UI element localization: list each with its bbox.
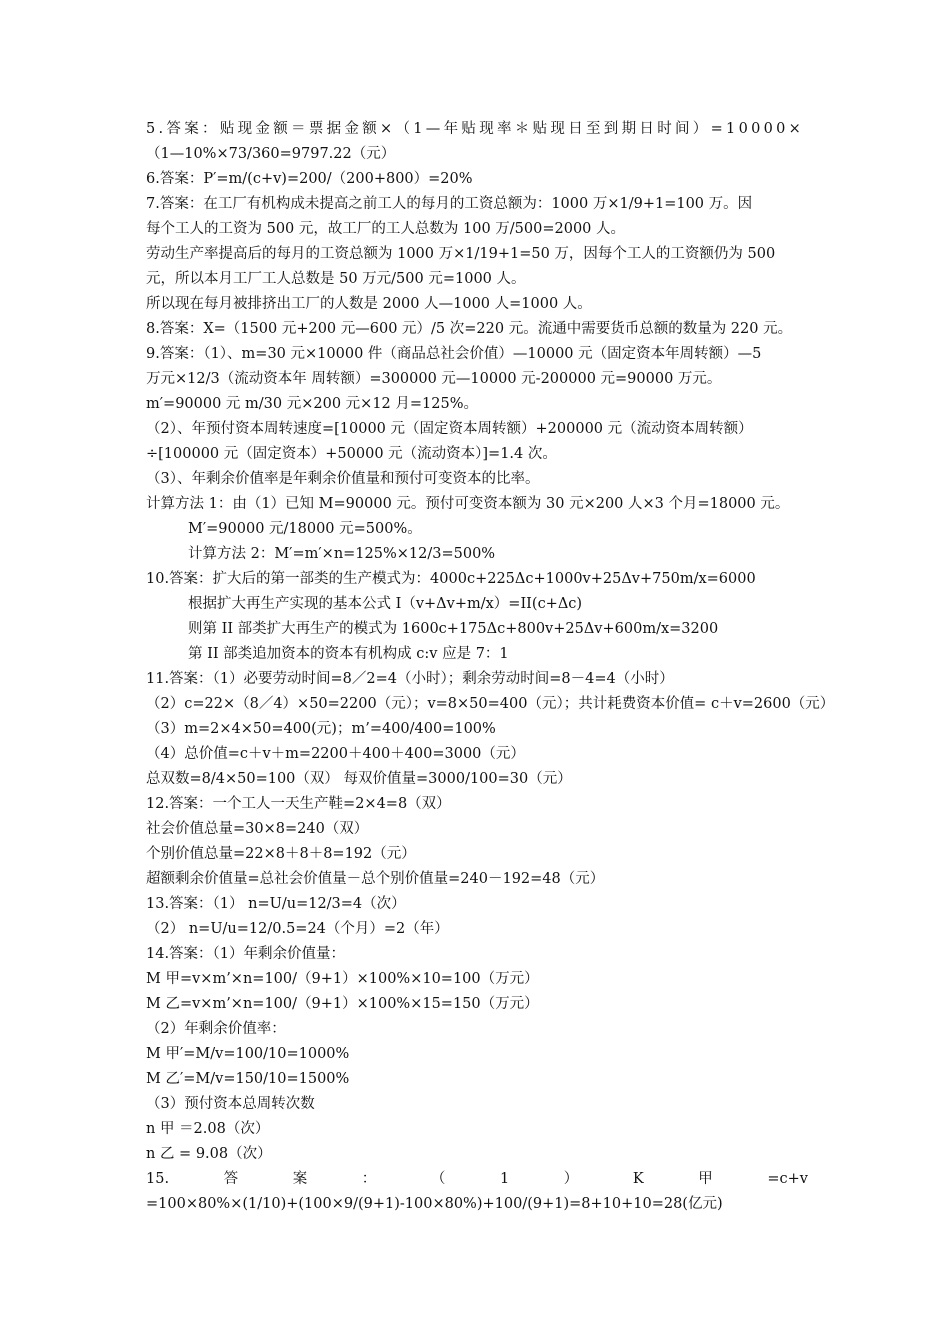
answer-6: 6.答案：P′=m/(c+v)=200/（200+800）=20%: [146, 171, 473, 187]
answer-14-line-9: n 乙 = 9.08（次）: [146, 1146, 272, 1162]
answer-15-token: 1: [499, 1171, 510, 1187]
answer-9-line-9: 计算方法 2：M′=m′×n=125%×12/3=500%: [188, 546, 496, 562]
answer-9-line-2: 万元×12/3（流动资本年 周转额）=300000 元—10000 元-200000 元=90000 万元。: [146, 371, 722, 387]
answer-9-line-1: 9.答案：（1）、m=30 元×10000 件（商品总社会价值）—10000 元（固定资本年周转额）—5: [146, 346, 762, 362]
answer-7-line-1: 7.答案：在工厂有机构成未提高之前工人的每月的工资总额为：1000 万×1/9+1=100 万。因: [146, 196, 753, 212]
answer-12-line-4: 超额剩余价值量=总社会价值量－总个别价值量=240－192=48（元）: [146, 871, 605, 887]
answer-11-line-4: （4）总价值=c＋v＋m=2200＋400＋400=3000（元）: [146, 746, 525, 762]
answer-15-line-1: [146, 1167, 808, 1192]
answer-15-token: 案: [292, 1171, 308, 1187]
answer-11-line-1: 11.答案：（1）必要劳动时间=8／2=4（小时）；剩余劳动时间=8－4=4（小时）: [146, 671, 674, 687]
answer-14-line-6: M 乙′=M/v=150/10=1500%: [146, 1071, 350, 1087]
answer-7-line-2: 每个工人的工资为 500 元，故工厂的工人总数为 100 万/500=2000 人。: [146, 221, 626, 237]
answer-text-block: [146, 117, 835, 1217]
answer-14-line-7: （3）预付资本总周转次数: [146, 1096, 315, 1112]
answer-7-line-4: 元，所以本月工厂工人总数是 50 万元/500 元=1000 人。: [146, 271, 526, 287]
answer-9-line-8: M′=90000 元/18000 元=500%。: [188, 521, 422, 537]
answer-12-line-3: 个别价值总量=22×8＋8＋8=192（元）: [146, 846, 416, 862]
answer-14-line-3: M 乙=v×m’×n=100/（9+1）×100%×15=150（万元）: [146, 996, 539, 1012]
answer-15-token: 15.: [146, 1171, 170, 1187]
answer-13-line-1: 13.答案：（1） n=U/u=12/3=4（次）: [146, 896, 406, 912]
answer-11-line-3: （3）m=2×4×50=400(元)；m’=400/400=100%: [146, 721, 496, 737]
answer-14-line-2: M 甲=v×m’×n=100/（9+1）×100%×10=100（万元）: [146, 971, 539, 987]
answer-5-line-1: 5.答案：贴现金额＝票据金额×（1—年贴现率＊贴现日至到期日时间）=10000×: [146, 121, 805, 137]
answer-9-line-5: ÷[100000 元（固定资本）+50000 元（流动资本）]=1.4 次。: [146, 446, 557, 462]
answer-9-line-7: 计算方法 1：由（1）已知 M=90000 元。预付可变资本额为 30 元×200 人×3 个月=18000 元。: [146, 496, 790, 512]
answer-10-line-3: 则第 II 部类扩大再生产的模式为 1600c+175Δc+800v+25Δv+600m/x=3200: [188, 621, 719, 637]
answer-15-token: 答: [223, 1171, 239, 1187]
answer-15-token: ）: [563, 1171, 579, 1187]
answer-10-line-4: 第 II 部类追加资本的资本有机构成 c:v 应是 7：1: [188, 646, 509, 662]
answer-11-line-2: （2）c=22×（8／4）×50=2200（元）；v=8×50=400（元）；共计耗费资本价值= c＋v=2600（元）: [146, 696, 835, 712]
answer-10-line-1: 10.答案：扩大后的第一部类的生产模式为：4000c+225Δc+1000v+25Δv+750m/x=6000: [146, 571, 756, 587]
answer-9-line-3: m′=90000 元 m/30 元×200 元×12 月=125%。: [146, 396, 478, 412]
answer-15-token: （: [430, 1171, 446, 1187]
answer-14-line-8: n 甲 ＝2.08（次）: [146, 1121, 270, 1137]
answer-12-line-1: 12.答案：一个工人一天生产鞋=2×4=8（双）: [146, 796, 451, 812]
answer-7-line-3: 劳动生产率提高后的每月的工资总额为 1000 万×1/19+1=50 万，因每个工人的工资额仍为 500: [146, 246, 776, 262]
answer-14-line-1: 14.答案：（1）年剩余价值量：: [146, 946, 346, 962]
answer-14-line-5: M 甲′=M/v=100/10=1000%: [146, 1046, 350, 1062]
answer-5-line-2: （1—10%×73/360=9797.22（元）: [146, 146, 396, 162]
answer-15-line-2: =100×80%×(1/10)+(100×9/(9+1)-100×80%)+100/(9+1)=8+10+10=28(亿元): [146, 1196, 723, 1212]
answer-15-token: K: [632, 1171, 644, 1187]
answer-9-line-4: （2）、年预付资本周转速度=[10000 元（固定资本周转额）+200000 元（流动资本周转额）: [146, 421, 753, 437]
answer-9-line-6: （3）、年剩余价值率是年剩余价值量和预付可变资本的比率。: [146, 471, 540, 487]
answer-12-line-2: 社会价值总量=30×8=240（双）: [146, 821, 369, 837]
answer-11-line-5: 总双数=8/4×50=100（双） 每双价值量=3000/100=30（元）: [146, 771, 572, 787]
answer-15-token: =c+v: [767, 1171, 808, 1187]
answer-10-line-2: 根据扩大再生产实现的基本公式 I（v+Δv+m/x）=II(c+Δc): [188, 596, 583, 612]
answer-8: 8.答案：X=（1500 元+200 元—600 元）/5 次=220 元。流通中需要货币总额的数量为 220 元。: [146, 321, 793, 337]
answer-7-line-5: 所以现在每月被排挤出工厂的人数是 2000 人—1000 人=1000 人。: [146, 296, 592, 312]
answer-15-token: 甲: [698, 1171, 713, 1187]
answer-15-token: ：: [361, 1171, 377, 1187]
answer-14-line-4: （2）年剩余价值率：: [146, 1021, 286, 1037]
answer-13-line-2: （2） n=U/u=12/0.5=24（个月）=2（年）: [146, 921, 449, 937]
